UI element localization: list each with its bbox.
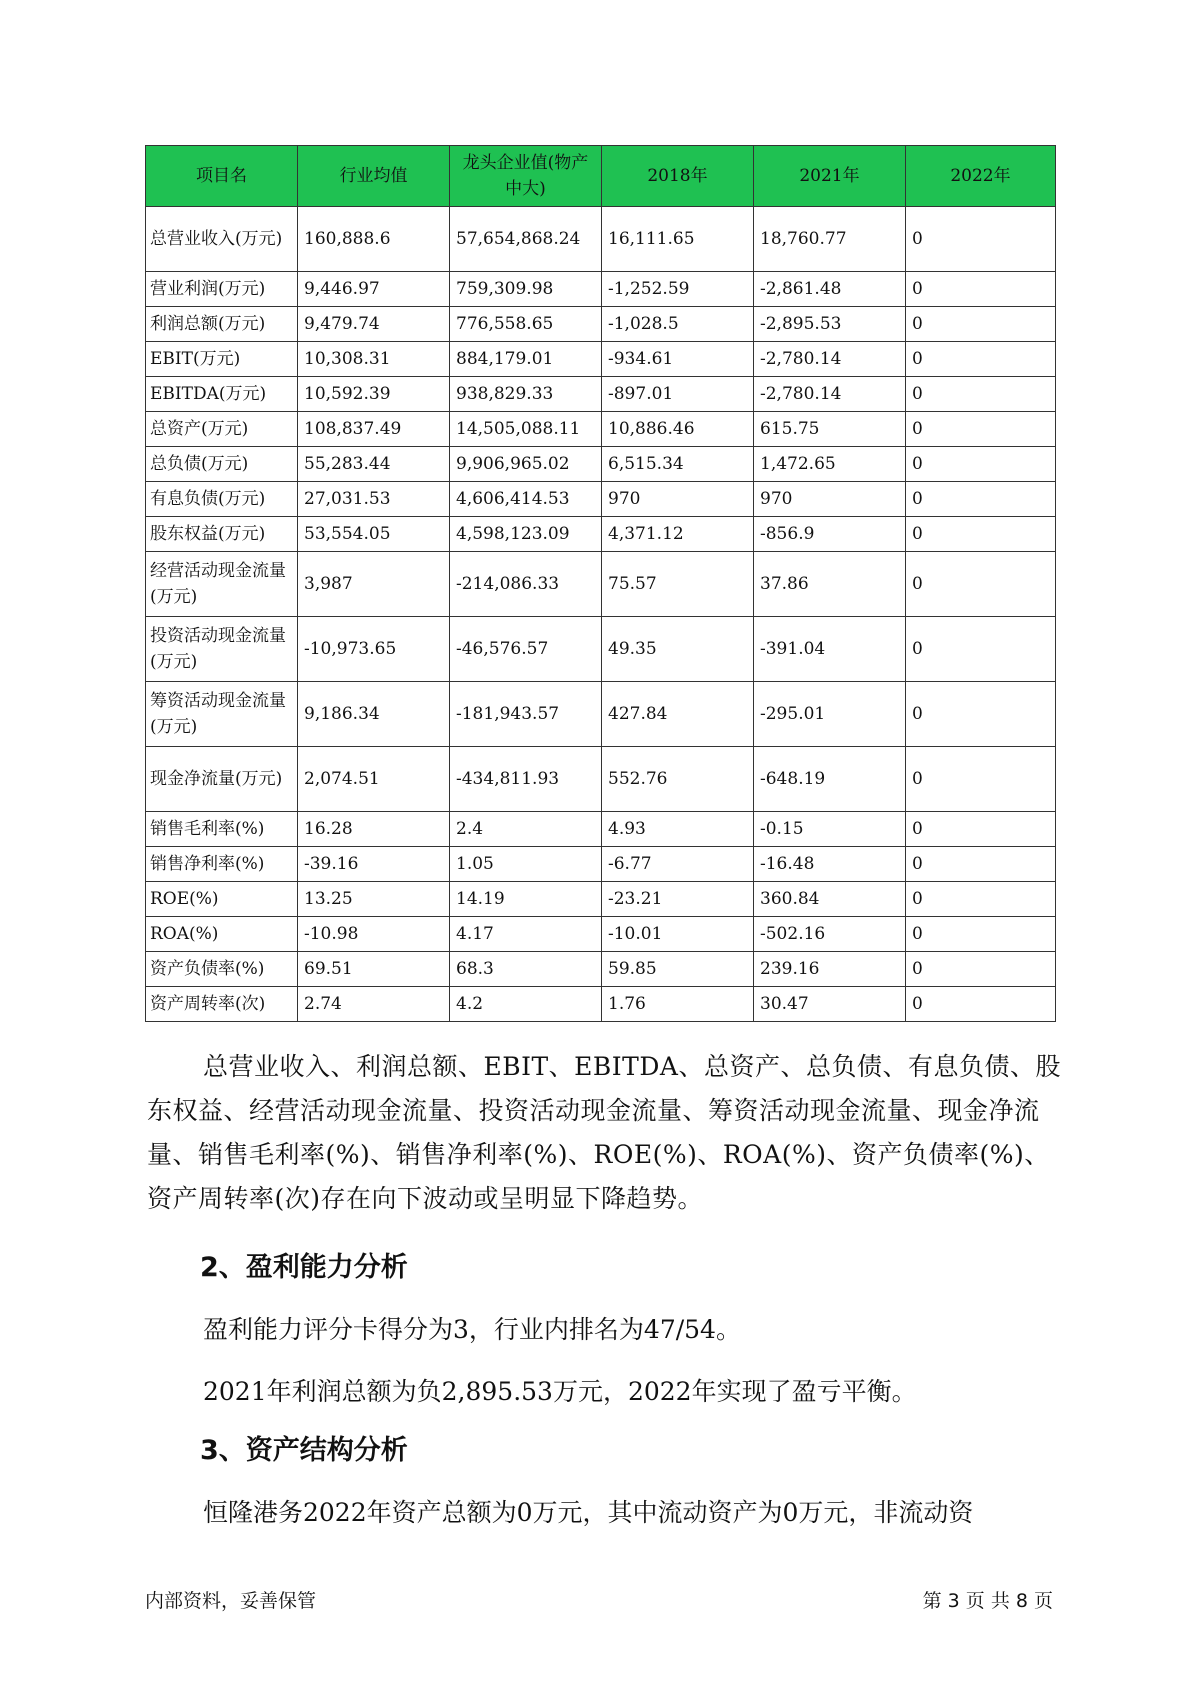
table-cell: 9,446.97 bbox=[298, 272, 450, 307]
table-row bbox=[146, 482, 1056, 517]
table-cell: -10.98 bbox=[298, 917, 450, 952]
footer-page-number: 第 3 页 共 8 页 bbox=[922, 1590, 1053, 1612]
table-cell: 10,308.31 bbox=[298, 342, 450, 377]
table-cell: 776,558.65 bbox=[450, 307, 602, 342]
table-cell: 68.3 bbox=[450, 952, 602, 987]
table-cell: 49.35 bbox=[602, 617, 754, 682]
table-cell: 1,472.65 bbox=[754, 447, 906, 482]
table-row bbox=[146, 812, 1056, 847]
table-row bbox=[146, 952, 1056, 987]
header-item-name: 项目名 bbox=[146, 146, 298, 207]
header-2022: 2022年 bbox=[906, 146, 1056, 207]
table-cell: 0 bbox=[906, 517, 1056, 552]
header-industry-average: 行业均值 bbox=[298, 146, 450, 207]
table-cell: 0 bbox=[906, 307, 1056, 342]
table-cell: 360.84 bbox=[754, 882, 906, 917]
table-row bbox=[146, 272, 1056, 307]
table-cell: -934.61 bbox=[602, 342, 754, 377]
table-cell: 10,592.39 bbox=[298, 377, 450, 412]
table-cell: 4,371.12 bbox=[602, 517, 754, 552]
table-row bbox=[146, 207, 1056, 272]
table-cell: 16.28 bbox=[298, 812, 450, 847]
table-cell: 160,888.6 bbox=[298, 207, 450, 272]
table-cell: 938,829.33 bbox=[450, 377, 602, 412]
table-cell: 57,654,868.24 bbox=[450, 207, 602, 272]
table-cell: 69.51 bbox=[298, 952, 450, 987]
table-cell: -1,252.59 bbox=[602, 272, 754, 307]
table-cell: 0 bbox=[906, 412, 1056, 447]
row-label-cell: 资产负债率(%) bbox=[146, 952, 298, 987]
table-cell: 0 bbox=[906, 917, 1056, 952]
table-body bbox=[146, 207, 1056, 1022]
table-cell: -181,943.57 bbox=[450, 682, 602, 747]
table-cell: -46,576.57 bbox=[450, 617, 602, 682]
table-row bbox=[146, 682, 1056, 747]
table-cell: 0 bbox=[906, 987, 1056, 1022]
table-cell: -0.15 bbox=[754, 812, 906, 847]
header-2018: 2018年 bbox=[602, 146, 754, 207]
table-cell: -897.01 bbox=[602, 377, 754, 412]
financial-table bbox=[145, 145, 1056, 1022]
row-label-cell: 股东权益(万元) bbox=[146, 517, 298, 552]
row-label-cell: 投资活动现金流量(万元) bbox=[146, 617, 298, 682]
table-cell: 4.17 bbox=[450, 917, 602, 952]
table-cell: -434,811.93 bbox=[450, 747, 602, 812]
table-cell: -10,973.65 bbox=[298, 617, 450, 682]
row-label-cell: 营业利润(万元) bbox=[146, 272, 298, 307]
table-cell: 10,886.46 bbox=[602, 412, 754, 447]
table-cell: 3,987 bbox=[298, 552, 450, 617]
table-cell: 239.16 bbox=[754, 952, 906, 987]
table-cell: 53,554.05 bbox=[298, 517, 450, 552]
table-cell: -2,895.53 bbox=[754, 307, 906, 342]
row-label-cell: EBIT(万元) bbox=[146, 342, 298, 377]
table-cell: 27,031.53 bbox=[298, 482, 450, 517]
table-cell: 970 bbox=[754, 482, 906, 517]
table-cell: 6,515.34 bbox=[602, 447, 754, 482]
table-cell: 0 bbox=[906, 552, 1056, 617]
row-label-cell: ROA(%) bbox=[146, 917, 298, 952]
table-row bbox=[146, 517, 1056, 552]
row-label-cell: 总营业收入(万元) bbox=[146, 207, 298, 272]
table-cell: 0 bbox=[906, 617, 1056, 682]
table-header-row bbox=[146, 146, 1056, 207]
table-cell: 18,760.77 bbox=[754, 207, 906, 272]
table-cell: 615.75 bbox=[754, 412, 906, 447]
table-cell: 0 bbox=[906, 207, 1056, 272]
summary-paragraph: 总营业收入、利润总额、EBIT、EBITDA、总资产、总负债、有息负债、股东权益、经营活动现金流量、投资活动现金流量、筹资活动现金流量、现金净流量、销售毛利率(%)、销售净利率(%)、ROE(%)、ROA(%)、资产负债率(%)、资产周转率(次)存在向下波动或呈明显下降趋势。 bbox=[147, 1052, 1061, 1213]
profit-total-text: 2021年利润总额为负2,895.53万元，2022年实现了盈亏平衡。 bbox=[203, 1377, 917, 1406]
table-cell: 4.93 bbox=[602, 812, 754, 847]
table-cell: -16.48 bbox=[754, 847, 906, 882]
section-heading-profitability: 2、盈利能力分析 bbox=[200, 1252, 408, 1283]
table-cell: -6.77 bbox=[602, 847, 754, 882]
table-row bbox=[146, 552, 1056, 617]
table-cell: 4,598,123.09 bbox=[450, 517, 602, 552]
table-cell: 0 bbox=[906, 377, 1056, 412]
row-label-cell: 有息负债(万元) bbox=[146, 482, 298, 517]
row-label-cell: 现金净流量(万元) bbox=[146, 747, 298, 812]
table-cell: -2,780.14 bbox=[754, 377, 906, 412]
table-cell: -39.16 bbox=[298, 847, 450, 882]
table-cell: 427.84 bbox=[602, 682, 754, 747]
table-cell: -2,861.48 bbox=[754, 272, 906, 307]
table-cell: 0 bbox=[906, 272, 1056, 307]
table-cell: 0 bbox=[906, 882, 1056, 917]
table-cell: 37.86 bbox=[754, 552, 906, 617]
table-cell: 75.57 bbox=[602, 552, 754, 617]
table-row bbox=[146, 307, 1056, 342]
table-cell: -23.21 bbox=[602, 882, 754, 917]
table-cell: 14,505,088.11 bbox=[450, 412, 602, 447]
header-leader-value: 龙头企业值(物产中大) bbox=[450, 146, 602, 207]
table-cell: -391.04 bbox=[754, 617, 906, 682]
table-cell: 1.76 bbox=[602, 987, 754, 1022]
table-cell: 2.4 bbox=[450, 812, 602, 847]
table-cell: 0 bbox=[906, 342, 1056, 377]
table-row bbox=[146, 412, 1056, 447]
table-cell: 16,111.65 bbox=[602, 207, 754, 272]
table-row bbox=[146, 847, 1056, 882]
table-cell: -295.01 bbox=[754, 682, 906, 747]
table-cell: -648.19 bbox=[754, 747, 906, 812]
table-row bbox=[146, 917, 1056, 952]
row-label-cell: EBITDA(万元) bbox=[146, 377, 298, 412]
row-label-cell: 经营活动现金流量(万元) bbox=[146, 552, 298, 617]
table-cell: 4.2 bbox=[450, 987, 602, 1022]
row-label-cell: 利润总额(万元) bbox=[146, 307, 298, 342]
table-cell: -856.9 bbox=[754, 517, 906, 552]
table-cell: -1,028.5 bbox=[602, 307, 754, 342]
profitability-score-text: 盈利能力评分卡得分为3，行业内排名为47/54。 bbox=[203, 1315, 741, 1344]
table-cell: 0 bbox=[906, 847, 1056, 882]
table-cell: -502.16 bbox=[754, 917, 906, 952]
table-cell: 0 bbox=[906, 952, 1056, 987]
table-cell: 0 bbox=[906, 682, 1056, 747]
table-row bbox=[146, 377, 1056, 412]
table-cell: 30.47 bbox=[754, 987, 906, 1022]
table-cell: 0 bbox=[906, 482, 1056, 517]
table-cell: 4,606,414.53 bbox=[450, 482, 602, 517]
row-label-cell: 资产周转率(次) bbox=[146, 987, 298, 1022]
table-cell: 2.74 bbox=[298, 987, 450, 1022]
asset-structure-text: 恒隆港务2022年资产总额为0万元，其中流动资产为0万元，非流动资 bbox=[203, 1498, 974, 1527]
row-label-cell: 销售净利率(%) bbox=[146, 847, 298, 882]
table-cell: 2,074.51 bbox=[298, 747, 450, 812]
row-label-cell: 总负债(万元) bbox=[146, 447, 298, 482]
table-cell: 0 bbox=[906, 747, 1056, 812]
table-row bbox=[146, 987, 1056, 1022]
row-label-cell: 筹资活动现金流量(万元) bbox=[146, 682, 298, 747]
table-row bbox=[146, 447, 1056, 482]
table-cell: -10.01 bbox=[602, 917, 754, 952]
table-cell: 59.85 bbox=[602, 952, 754, 987]
table-cell: 552.76 bbox=[602, 747, 754, 812]
table-cell: 884,179.01 bbox=[450, 342, 602, 377]
table-cell: 9,479.74 bbox=[298, 307, 450, 342]
table-cell: 1.05 bbox=[450, 847, 602, 882]
footer-confidential-note: 内部资料，妥善保管 bbox=[145, 1590, 317, 1612]
table-cell: 0 bbox=[906, 447, 1056, 482]
row-label-cell: 销售毛利率(%) bbox=[146, 812, 298, 847]
table-cell: 9,186.34 bbox=[298, 682, 450, 747]
table-cell: 0 bbox=[906, 812, 1056, 847]
table-cell: 13.25 bbox=[298, 882, 450, 917]
header-2021: 2021年 bbox=[754, 146, 906, 207]
table-cell: 759,309.98 bbox=[450, 272, 602, 307]
table-cell: 9,906,965.02 bbox=[450, 447, 602, 482]
table-row bbox=[146, 882, 1056, 917]
table-row bbox=[146, 747, 1056, 812]
table-row bbox=[146, 342, 1056, 377]
table-row bbox=[146, 617, 1056, 682]
table-cell: 55,283.44 bbox=[298, 447, 450, 482]
table-cell: -214,086.33 bbox=[450, 552, 602, 617]
table-cell: 14.19 bbox=[450, 882, 602, 917]
row-label-cell: 总资产(万元) bbox=[146, 412, 298, 447]
table-cell: -2,780.14 bbox=[754, 342, 906, 377]
table-cell: 108,837.49 bbox=[298, 412, 450, 447]
row-label-cell: ROE(%) bbox=[146, 882, 298, 917]
table-cell: 970 bbox=[602, 482, 754, 517]
section-heading-asset-structure: 3、资产结构分析 bbox=[200, 1435, 408, 1466]
